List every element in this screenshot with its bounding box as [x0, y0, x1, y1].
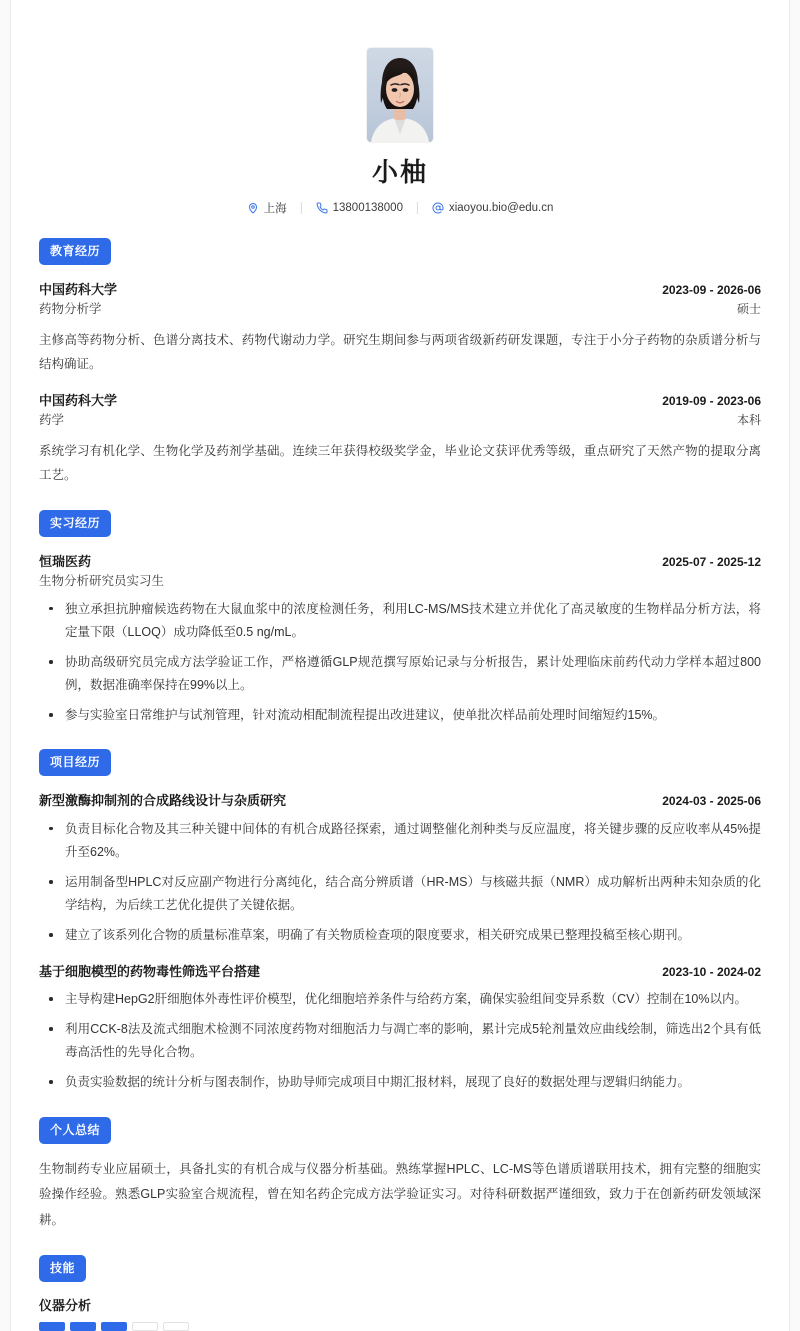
list-item: 建立了该系列化合物的质量标准草案，明确了有关物质检查项的限度要求，相关研究成果已整理投稿至核心期刊。 [39, 924, 761, 947]
skill-segment [39, 1322, 65, 1331]
list-item: 负责目标化合物及其三种关键中间体的有机合成路径探索，通过调整催化剂种类与反应温度，将关键步骤的反应收率从45%提升至62%。 [39, 818, 761, 864]
education-entry-header [39, 391, 761, 411]
education-entry [39, 280, 761, 377]
internship-date: 2025-07 - 2025-12 [662, 554, 761, 569]
education-description: 主修高等药物分析、色谱分离技术、药物代谢动力学。研究生期间参与两项省级新药研发课题，专注于小分子药物的杂质谱分析与结构确证。 [39, 332, 761, 372]
section-badge-summary: 个人总结 [39, 1117, 111, 1144]
list-item: 参与实验室日常维护与试剂管理，针对流动相配制流程提出改进建议，使单批次样品前处理时间缩短约15%。 [39, 704, 761, 727]
skill-name: 仪器分析 [39, 1298, 92, 1314]
contact-row [39, 200, 761, 216]
internship-entry [39, 552, 761, 728]
project-entry-header [39, 962, 761, 982]
skill-segment [163, 1322, 189, 1331]
project-date: 2023-10 - 2024-02 [662, 964, 761, 979]
resume-page [10, 0, 790, 1331]
education-date: 2019-09 - 2023-06 [662, 393, 761, 408]
education-entry [39, 391, 761, 488]
internship-bullet-list [39, 598, 761, 728]
project-title: 基于细胞模型的药物毒性筛选平台搭建 [39, 963, 261, 979]
project-entry [39, 791, 761, 947]
education-school: 中国药科大学 [39, 392, 118, 408]
skill-segment [70, 1322, 96, 1331]
skill-item [39, 1296, 761, 1331]
section-project [39, 749, 761, 1094]
project-entry [39, 962, 761, 1095]
phone-icon [316, 202, 328, 214]
resume-header [39, 0, 761, 216]
education-school: 中国药科大学 [39, 281, 118, 297]
internship-company: 恒瑞医药 [39, 553, 92, 569]
avatar [367, 48, 433, 142]
contact-email-value: xiaoyou.bio@edu.cn [448, 201, 554, 214]
section-badge-education: 教育经历 [39, 238, 111, 265]
contact-location-value: 上海 [263, 202, 287, 215]
list-item: 协助高级研究员完成方法学验证工作，严格遵循GLP规范撰写原始记录与分析报告，累计处理临床前药代动力学样本超过800例，数据准确率保持在99%以上。 [39, 651, 761, 697]
education-major: 药学 [39, 413, 65, 427]
internship-role: 生物分析研究员实习生 [39, 574, 165, 588]
list-item: 利用CCK-8法及流式细胞术检测不同浓度药物对细胞活力与凋亡率的影响，累计完成5轮剂量效应曲线绘制，筛选出2个具有低毒高活性的先导化合物。 [39, 1018, 761, 1064]
section-education [39, 238, 761, 488]
email-at-icon [432, 202, 444, 214]
project-bullet-list [39, 988, 761, 1095]
project-date: 2024-03 - 2025-06 [662, 794, 761, 809]
skill-segment [101, 1322, 127, 1331]
section-badge-skills: 技能 [39, 1255, 86, 1282]
education-degree: 硕士 [736, 302, 761, 316]
section-internship [39, 510, 761, 728]
education-entry-header [39, 280, 761, 300]
contact-phone [302, 202, 417, 214]
contact-location [233, 200, 301, 216]
education-major: 药物分析学 [39, 302, 102, 316]
education-date: 2023-09 - 2026-06 [662, 282, 761, 297]
project-bullet-list [39, 818, 761, 948]
education-entry-subheader [39, 300, 761, 319]
contact-email [418, 202, 567, 214]
internship-entry-subheader [39, 572, 761, 591]
list-item: 独立承担抗肿瘤候选药物在大鼠血浆中的浓度检测任务，利用LC-MS/MS技术建立并优化了高灵敏度的生物样品分析方法，将定量下限（LLOQ）成功降低至0.5 ng/mL。 [39, 598, 761, 644]
education-entry-subheader [39, 411, 761, 430]
project-entry-header [39, 791, 761, 811]
location-pin-icon [247, 202, 259, 214]
section-summary [39, 1117, 761, 1234]
summary-text: 生物制药专业应届硕士，具备扎实的有机合成与仪器分析基础。熟练掌握HPLC、LC-MS等色谱质谱联用技术，拥有完整的细胞实验操作经验。熟悉GLP实验室合规流程，曾在知名药企完成方法学验证实习。对待科研数据严谨细致，致力于在创新药研发领域深耕。 [39, 1161, 761, 1227]
page-title: 小柚 [371, 157, 428, 187]
skill-segment [132, 1322, 158, 1331]
skill-level-meter [39, 1322, 761, 1331]
list-item: 负责实验数据的统计分析与图表制作，协助导师完成项目中期汇报材料，展现了良好的数据处理与逻辑归纳能力。 [39, 1071, 761, 1094]
list-item: 主导构建HepG2肝细胞体外毒性评价模型，优化细胞培养条件与给药方案，确保实验组间变异系数（CV）控制在10%以内。 [39, 988, 761, 1011]
education-degree: 本科 [736, 413, 761, 427]
section-badge-internship: 实习经历 [39, 510, 111, 537]
section-badge-project: 项目经历 [39, 749, 111, 776]
contact-phone-value: 13800138000 [332, 201, 403, 214]
section-skills [39, 1255, 761, 1331]
list-item: 运用制备型HPLC对反应副产物进行分离纯化，结合高分辨质谱（HR-MS）与核磁共振（NMR）成功解析出两种未知杂质的化学结构，为后续工艺优化提供了关键依据。 [39, 871, 761, 917]
education-description: 系统学习有机化学、生物化学及药剂学基础。连续三年获得校级奖学金，毕业论文获评优秀等级，重点研究了天然产物的提取分离工艺。 [39, 443, 761, 483]
project-title: 新型激酶抑制剂的合成路线设计与杂质研究 [39, 793, 287, 809]
internship-entry-header [39, 552, 761, 572]
